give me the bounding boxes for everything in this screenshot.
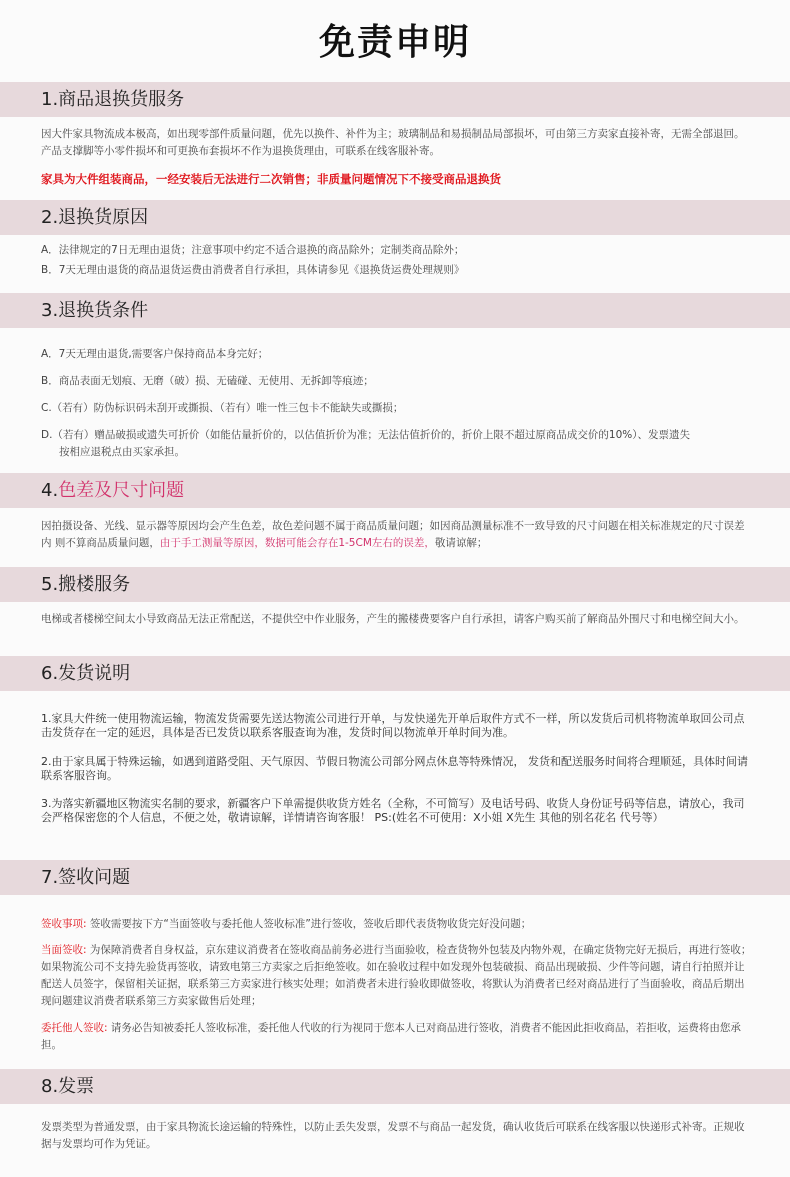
- invoice-text: 发票类型为普通发票，由于家具物流长途运输的特殊性，以防止丢失发票，发票不与商品一起发货，确认收货后可联系在线客服以快递形式补寄。正规收据与发票均可作为凭证。: [41, 1121, 745, 1150]
- section-header-return-service: 1.商品退换货服务: [0, 82, 790, 117]
- return-service-warning: 家具为大件组装商品，一经安装后无法进行二次销售；非质量问题情况下不接受商品退换货: [41, 172, 501, 186]
- section-number: 4.: [41, 480, 59, 501]
- list-item: B．商品表面无划痕、无磨（破）损、无磕碰、无使用、无拆卸等痕迹；: [41, 375, 374, 387]
- section-body-invoice: [41, 1119, 753, 1153]
- section-header-return-conditions: 3.退换货条件: [0, 293, 790, 328]
- color-size-highlight: 由于手工测量等原因，数据可能会存在1-5CM左右的误差，: [159, 537, 435, 549]
- return-service-text: 因大件家具物流成本极高，如出现零部件质量问题，优先以换件、补件为主；玻璃制品和易损制品局部损坏，可由第三方卖家直接补寄，无需全部退回。产品支撑脚等小零件损坏和可更换布套损坏不作为退换货理由，可联系在线客服补寄。: [41, 128, 745, 157]
- shipping-paragraph-2: 2.由于家具属于特殊运输，如遇到道路受阻、天气原因、节假日物流公司部分网点休息等特殊情况， 发货和配送服务时间将合理顺延，具体时间请联系客服咨询。: [41, 755, 748, 782]
- section-header-receipt: 7.签收问题: [0, 860, 790, 895]
- section-header-shipping: 6.发货说明: [0, 656, 790, 691]
- receipt-item-in-person: [41, 942, 753, 1010]
- section-body-return-service: [41, 126, 753, 188]
- list-item: A．7天无理由退货,需要客户保持商品本身完好；: [41, 348, 269, 360]
- section-body-shipping: [41, 712, 753, 825]
- list-item: C.（若有）防伪标识码未刮开或撕损、（若有）唯一性三包卡不能缺失或撕损；: [41, 402, 404, 414]
- section-title-accent: 色差及尺寸问题: [58, 480, 185, 501]
- list-item: D.（若有）赠品破损或遗失可折价（如能估量折价的，以估值折价为准；无法估值折价的，折价上限不超过原商品成交价的10%）、发票遗失: [41, 429, 691, 441]
- stairs-service-text: 电梯或者楼梯空间太小导致商品无法正常配送，不提供空中作业服务，产生的搬楼费要客户自行承担，请客户购买前了解商品外围尺寸和电梯空间大小。: [41, 613, 745, 625]
- color-size-text-end: 敬请谅解；: [434, 537, 488, 549]
- section-body-stairs-service: [41, 611, 753, 628]
- page-title: 免责申明: [318, 22, 471, 63]
- section-body-receipt: [41, 916, 753, 1054]
- color-size-text: [41, 518, 753, 552]
- section-header-return-reason: 2.退换货原因: [0, 200, 790, 235]
- shipping-paragraph-3: 3.为落实新疆地区物流实名制的要求，新疆客户下单需提供收货方姓名（全称，不可简写）及电话号码、收货人身份证号码等信息，请放心，我司会严格保密您的个人信息，不便之处，敬请谅解，详情请咨询客服！ PS:(姓名不可使用：X小姐 X先生 其他的别名花名 代号等）: [41, 797, 745, 824]
- shipping-paragraph-1: 1.家具大件统一使用物流运输，物流发货需要先送达物流公司进行开单，与发快递先开单后取件方式不一样，所以发货后司机将物流单取回公司点击发货存在一定的延迟，具体是否已发货以联系客服查询为准，发货时间以物流单开单时间为准。: [41, 712, 745, 739]
- section-header-color-size: [0, 473, 790, 508]
- receipt-text: 签收需要按下方“当面签收与委托他人签收标准”进行签收，签收后即代表货物收货完好没问题；: [86, 918, 532, 930]
- color-size-text-main: 因拍摄设备、光线、显示器等原因均会产生色差，故色差问题不属于商品质量问题；如因商品测量标准不一致导致的尺寸问题在相关标准规定的尺寸误差内 则不算商品质量问题，: [41, 520, 745, 549]
- list-item: B．7天无理由退货的商品退货运费由消费者自行承担，具体请参见《退换货运费处理规则》: [41, 264, 465, 276]
- receipt-item-notice: [41, 916, 753, 933]
- list-item-continuation: 按相应退税点由买家承担。: [59, 446, 185, 458]
- receipt-text: 请务必告知被委托人签收标准，委托他人代收的行为视同于您本人已对商品进行签收，消费者不能因此拒收商品，若拒收，运费将由您承担。: [41, 1022, 741, 1051]
- section-header-stairs-service: 5.搬楼服务: [0, 567, 790, 602]
- receipt-label: 当面签收:: [41, 944, 87, 956]
- receipt-item-proxy: [41, 1020, 753, 1054]
- section-body-return-reason: [41, 240, 753, 280]
- receipt-label: 签收事项:: [41, 918, 87, 930]
- section-body-color-size: [41, 518, 753, 552]
- section-body-return-conditions: [41, 346, 753, 461]
- receipt-text: 为保障消费者自身权益，京东建议消费者在签收商品前务必进行当面验收，检查货物外包装及内物外观，在确定货物完好无损后，再进行签收；如果物流公司不支持先验货再签收，请致电第三方卖家之后拒绝签收。如在验收过程中如发现外包装破损、商品出现破损、少件等问题，请自行拍照并让配送人员签字，保留相关证据，联系第三方卖家进行核实处理；如消费者未进行验收即做签收，将默认为消费者已经对商品进行了当面验收，商品后期出现问题建议消费者联系第三方卖家做售后处理；: [41, 944, 752, 1007]
- receipt-label: 委托他人签收:: [41, 1022, 108, 1034]
- list-item: A．法律规定的7日无理由退货；注意事项中约定不适合退换的商品除外；定制类商品除外；: [41, 244, 465, 256]
- section-header-invoice: 8.发票: [0, 1069, 790, 1104]
